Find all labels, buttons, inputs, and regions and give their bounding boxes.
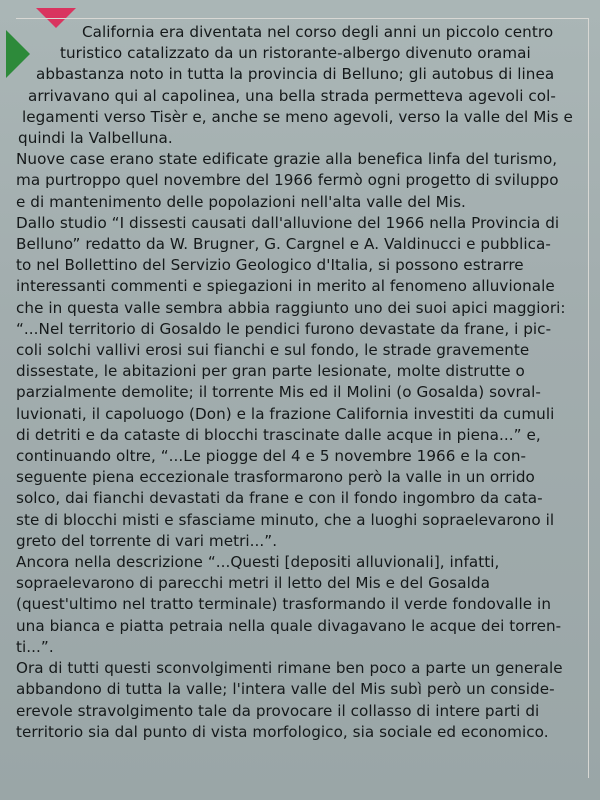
text-line: solco, dai fianchi devastati da frane e con il fondo ingombro da cata- xyxy=(16,489,543,508)
text-line: greto del torrente di vari metri...”. xyxy=(16,531,278,550)
text-line: luvionati, il capoluogo (Don) e la frazione California investiti da cumuli xyxy=(16,404,555,423)
text-line: territorio sia dal punto di vista morfologico, sia sociale ed economico. xyxy=(16,722,549,741)
text-line: Belluno” redatto da W. Brugner, G. Cargnel e A. Valdinucci e pubblica- xyxy=(16,235,551,254)
text-line: “...Nel territorio di Gosaldo le pendici furono devastate da frane, i pic- xyxy=(16,319,552,338)
text-line: Ancora nella descrizione “...Questi [depositi alluvionali], infatti, xyxy=(16,553,500,572)
text-line: seguente piena eccezionale trasformarono però la valle in un orrido xyxy=(16,468,535,487)
text-line: abbastanza noto in tutta la provincia di Belluno; gli autobus di linea xyxy=(36,65,555,84)
text-line: ti...”. xyxy=(16,637,54,656)
text-line: arrivavano qui al capolinea, una bella strada permetteva agevoli col- xyxy=(28,86,556,105)
text-line: quindi la Valbelluna. xyxy=(18,129,173,148)
board-text xyxy=(16,22,582,743)
text-line: erevole stravolgimento tale da provocare il collasso di intere parti di xyxy=(16,701,540,720)
text-line: dissestate, le abitazioni per gran parte lesionate, molte distrutte o xyxy=(16,362,525,381)
text-line: Nuove case erano state edificate grazie alla benefica linfa del turismo, xyxy=(16,150,558,169)
text-line: di detriti e da cataste di blocchi trascinate dalle acque in piena...” e, xyxy=(16,425,541,444)
frame-top-line xyxy=(16,18,588,19)
text-line: legamenti verso Tisèr e, anche se meno agevoli, verso la valle del Mis e xyxy=(22,107,573,126)
text-line: abbandono di tutta la valle; l'intera valle del Mis subì però un conside- xyxy=(16,680,555,699)
text-line: turistico catalizzato da un ristorante-albergo divenuto oramai xyxy=(60,44,531,63)
text-line: to nel Bollettino del Servizio Geologico d'Italia, si possono estrarre xyxy=(16,256,524,275)
text-line: e di mantenimento delle popolazioni nell'alta valle del Mis. xyxy=(16,192,466,211)
frame-right-line xyxy=(588,18,589,778)
text-line: ste di blocchi misti e sfasciame minuto, che a luoghi sopraelevarono il xyxy=(16,510,555,529)
text-line: interessanti commenti e spiegazioni in merito al fenomeno alluvionale xyxy=(16,277,555,296)
text-line: Ora di tutti questi sconvolgimenti rimane ben poco a parte un generale xyxy=(16,659,563,678)
text-line: California era diventata nel corso degli anni un piccolo centro xyxy=(82,23,554,41)
text-line: che in questa valle sembra abbia raggiunto uno dei suoi apici maggiori: xyxy=(16,298,566,317)
text-line: una bianca e piatta petraia nella quale divagavano le acque dei torren- xyxy=(16,616,562,635)
text-line: continuando oltre, “...Le piogge del 4 e 5 novembre 1966 e la con- xyxy=(16,447,527,466)
text-line: parzialmente demolite; il torrente Mis ed il Molini (o Gosalda) sovral- xyxy=(16,383,541,402)
text-line: sopraelevarono di parecchi metri il letto del Mis e del Gosalda xyxy=(16,574,490,593)
text-line: coli solchi vallivi erosi sui fianchi e sul fondo, le strade gravemente xyxy=(16,341,530,360)
text-line: ma purtroppo quel novembre del 1966 fermò ogni progetto di sviluppo xyxy=(16,171,559,190)
text-line: Dallo studio “I dissesti causati dall'alluvione del 1966 nella Provincia di xyxy=(16,213,560,232)
text-line: (quest'ultimo nel tratto terminale) trasformando il verde fondovalle in xyxy=(16,595,552,614)
